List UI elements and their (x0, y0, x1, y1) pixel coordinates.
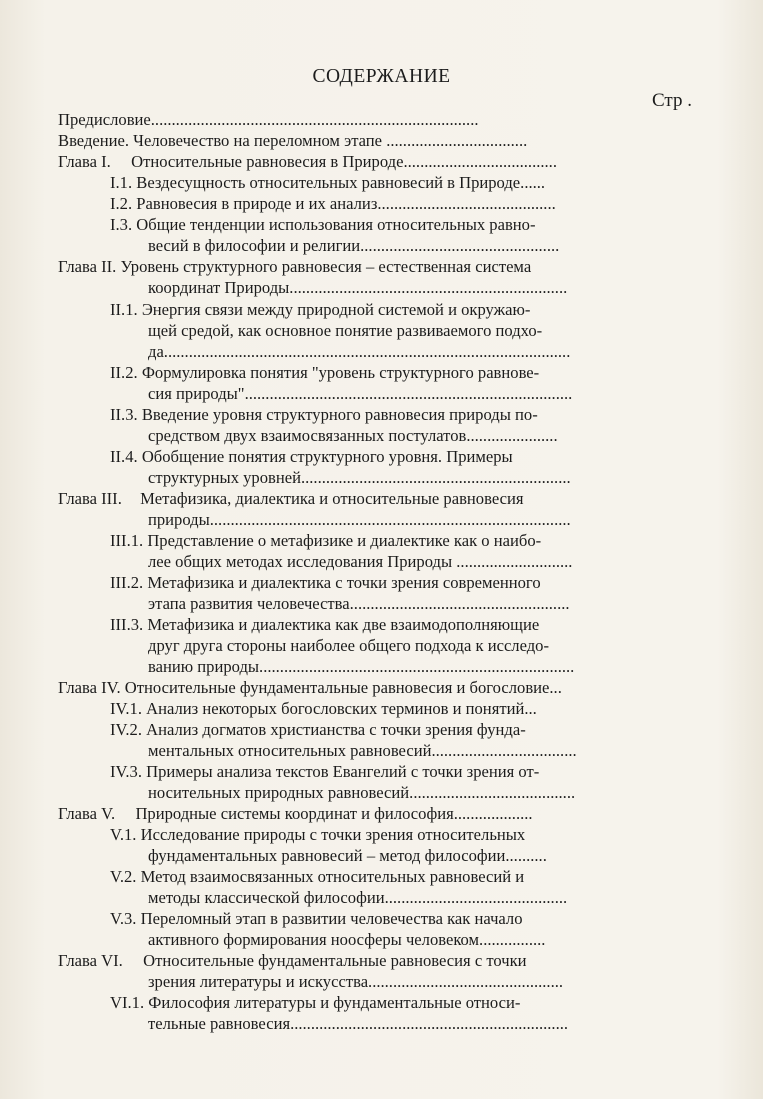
toc-entry-continuation (148, 594, 570, 615)
toc-entry-label: V.1. (110, 825, 137, 844)
toc-entry-continuation (148, 342, 570, 363)
toc-entry-text: Общие тенденции использования относительных равно- (136, 215, 536, 234)
toc-entry-preface (58, 110, 479, 131)
toc-entry-2-3 (110, 405, 538, 426)
toc-entry-chapter-5 (58, 804, 533, 825)
toc-entry-chapter-6 (58, 951, 527, 972)
toc-entry-label: II.3. (110, 405, 138, 424)
toc-entry-continuation (148, 384, 572, 405)
toc-entry-text: Метафизика, диалектика и относительные равновесия (140, 489, 524, 508)
toc-entry-text: природы....................................................................................... (148, 510, 571, 529)
toc-entry-6-1 (110, 993, 520, 1014)
toc-entry-5-2 (110, 867, 524, 888)
toc-entry-text: Уровень структурного равновесия – естественная система (120, 257, 532, 276)
toc-entry-text: тельные равновесия................................................................... (148, 1014, 569, 1033)
toc-entry-continuation (148, 888, 567, 909)
toc-entry-label: I.2. (110, 194, 133, 213)
toc-entry-chapter-2 (58, 257, 531, 278)
toc-entry-text: Относительные фундаментальные равновесия и богословие... (124, 678, 562, 697)
toc-entry-continuation (148, 1014, 568, 1035)
toc-entry-2-4 (110, 447, 513, 468)
toc-entry-label: IV.1. (110, 699, 142, 718)
toc-entry-text: Формулировка понятия "уровень структурного равнове- (141, 363, 540, 382)
toc-entry-text: Метафизика и диалектика как две взаимодополняющие (147, 615, 540, 634)
toc-entry-label: Глава V. (58, 804, 116, 823)
toc-entry-continuation (148, 321, 542, 342)
toc-entry-4-3 (110, 762, 539, 783)
toc-entry-text: ментальных относительных равновесий................................... (148, 741, 577, 760)
toc-entry-5-1 (110, 825, 525, 846)
toc-entry-text: структурных уровней................................................................. (148, 468, 571, 487)
toc-entry-text: Философия литературы и фундаментальные относи- (148, 993, 521, 1012)
toc-entry-label: Глава II. (58, 257, 117, 276)
toc-entry-label: III.1. (110, 531, 144, 550)
toc-entry-text: Вездесущность относительных равновесий в Природе...... (136, 173, 546, 192)
toc-entry-text: друг друга стороны наиболее общего подхода к исследо- (148, 636, 549, 655)
toc-entry-text: активного формирования ноосферы человеком................ (148, 930, 546, 949)
toc-entry-3-3 (110, 615, 539, 636)
toc-entry-continuation (148, 510, 571, 531)
toc-entry-label: VI.1. (110, 993, 145, 1012)
toc-entry-text: Введение. Человечество на переломном этапе .................................. (58, 131, 528, 150)
toc-entry-label: II.4. (110, 447, 138, 466)
toc-entry-label: I.3. (110, 215, 133, 234)
toc-entry-1-1 (110, 173, 545, 194)
toc-entry-text: Энергия связи между природной системой и окружаю- (141, 300, 531, 319)
toc-entry-text: фундаментальных равновесий – метод философии.......... (148, 846, 547, 865)
toc-entry-label: Глава I. (58, 152, 111, 171)
toc-entry-text: Примеры анализа текстов Евангелий с точки зрения от- (146, 762, 540, 781)
toc-entry-text: зрения литературы и искусства............................................... (148, 972, 564, 991)
toc-entry-text: носительных природных равновесий........................................ (148, 783, 576, 802)
toc-entry-text: Введение уровня структурного равновесия природы по- (141, 405, 538, 424)
toc-entry-text: методы классической философии............................................ (148, 888, 568, 907)
toc-entry-text: координат Природы................................................................... (148, 278, 568, 297)
toc-entry-label: Глава III. (58, 489, 122, 508)
toc-entry-label: IV.2. (110, 720, 142, 739)
toc-entry-text: Метод взаимосвязанных относительных равновесий и (140, 867, 525, 886)
toc-entry-text: Обобщение понятия структурного уровня. Примеры (141, 447, 513, 466)
toc-entry-continuation (148, 426, 558, 447)
toc-entry-text: Представление о метафизике и диалектике как о наибо- (147, 531, 542, 550)
toc-entry-2-2 (110, 363, 539, 384)
toc-entry-text: Анализ догматов христианства с точки зрения фунда- (146, 720, 526, 739)
toc-entry-text: Исследование природы с точки зрения относительных (140, 825, 526, 844)
toc-entry-chapter-4 (58, 678, 562, 699)
toc-entry-1-2 (110, 194, 556, 215)
toc-entry-chapter-1 (58, 152, 557, 173)
toc-entry-continuation (148, 783, 575, 804)
toc-entry-label: IV.3. (110, 762, 142, 781)
toc-entry-continuation (148, 741, 577, 762)
toc-entry-text: Метафизика и диалектика с точки зрения современного (147, 573, 541, 592)
page-column-header: Стр . (652, 90, 692, 111)
toc-entry-text: лее общих методах исследования Природы ............................ (148, 552, 573, 571)
toc-entry-text: средством двух взаимосвязанных постулатов...................... (148, 426, 558, 445)
toc-entry-label: Глава VI. (58, 951, 123, 970)
toc-entry-label: II.1. (110, 300, 138, 319)
toc-entry-continuation (148, 657, 574, 678)
toc-entry-text: Относительные фундаментальные равновесия с точки (143, 951, 527, 970)
toc-entry-continuation (148, 236, 559, 257)
toc-entry-text: ванию природы............................................................................ (148, 657, 575, 676)
toc-entry-chapter-3 (58, 489, 523, 510)
toc-entry-label: II.2. (110, 363, 138, 382)
toc-entry-4-1 (110, 699, 537, 720)
toc-entry-4-2 (110, 720, 526, 741)
toc-entry-1-3 (110, 215, 536, 236)
toc-entry-text: Переломный этап в развитии человечества как начало (140, 909, 523, 928)
toc-entry-text: этапа развития человечества..................................................... (148, 594, 570, 613)
toc-entry-text: Равновесия в природе и их анализ........................................... (136, 194, 556, 213)
toc-entry-text: да.................................................................................................. (148, 342, 571, 361)
toc-entry-continuation (148, 846, 547, 867)
toc-entry-text: Анализ некоторых богословских терминов и понятий... (146, 699, 537, 718)
toc-entry-2-1 (110, 300, 530, 321)
toc-entry-text: сия природы"............................................................................... (148, 384, 573, 403)
toc-entry-continuation (148, 468, 571, 489)
toc-entry-label: I.1. (110, 173, 133, 192)
toc-entry-label: III.2. (110, 573, 144, 592)
toc-entry-continuation (148, 552, 572, 573)
toc-entry-label: Глава IV. (58, 678, 121, 697)
toc-entry-text: щей средой, как основное понятие развиваемого подхо- (148, 321, 543, 340)
toc-entry-text: весий в философии и религии................................................ (148, 236, 560, 255)
toc-entry-continuation (148, 278, 567, 299)
toc-entry-introduction (58, 131, 527, 152)
toc-entry-5-3 (110, 909, 523, 930)
toc-entry-continuation (148, 930, 545, 951)
toc-entry-3-1 (110, 531, 541, 552)
toc-entry-label: III.3. (110, 615, 144, 634)
toc-entry-label: V.2. (110, 867, 137, 886)
toc-entry-3-2 (110, 573, 541, 594)
toc-entry-continuation (148, 636, 549, 657)
toc-entry-text: Природные системы координат и философия................... (135, 804, 533, 823)
toc-entry-continuation (148, 972, 563, 993)
toc-entry-text: Предисловие............................................................................... (58, 110, 479, 129)
toc-entry-text: Относительные равновесия в Природе..................................... (131, 152, 557, 171)
page-title: СОДЕРЖАНИЕ (312, 66, 451, 87)
toc-entry-label: V.3. (110, 909, 137, 928)
